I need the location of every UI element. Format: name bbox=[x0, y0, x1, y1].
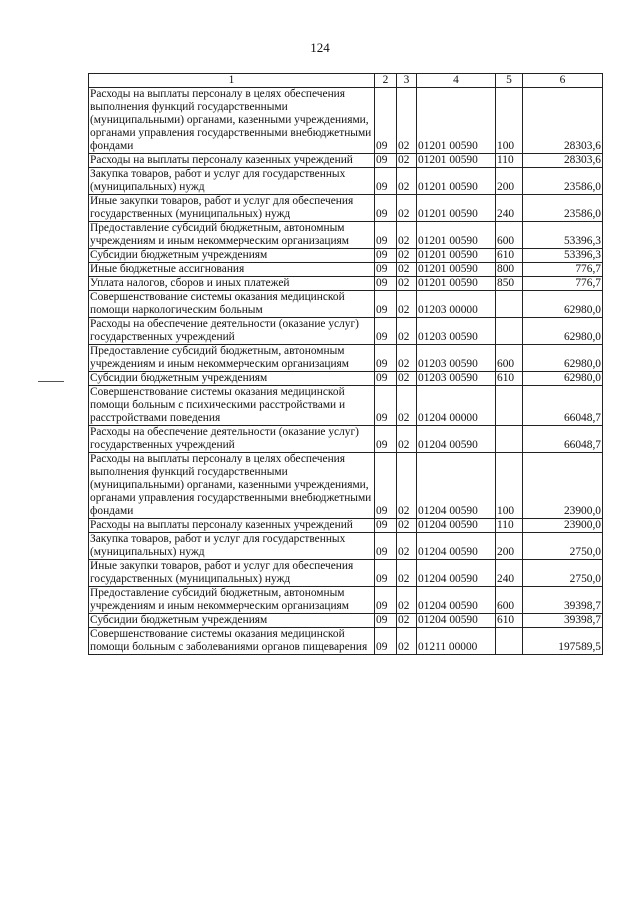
section-code: 09 bbox=[375, 154, 397, 168]
expense-type-code bbox=[496, 318, 523, 345]
target-article-code: 01201 00590 bbox=[417, 168, 496, 195]
table-row bbox=[89, 263, 603, 277]
expense-type-code: 100 bbox=[496, 453, 523, 519]
section-code: 09 bbox=[375, 88, 397, 154]
header-cell-1: 1 bbox=[89, 74, 375, 88]
budget-table bbox=[88, 73, 603, 655]
table-row bbox=[89, 291, 603, 318]
amount: 776,7 bbox=[523, 263, 603, 277]
header-cell-6: 6 bbox=[523, 74, 603, 88]
expense-type-code: 110 bbox=[496, 519, 523, 533]
target-article-code: 01204 00590 bbox=[417, 560, 496, 587]
table-row bbox=[89, 560, 603, 587]
subsection-code: 02 bbox=[397, 533, 417, 560]
section-code: 09 bbox=[375, 628, 397, 655]
item-name: Расходы на выплаты персоналу в целях обеспечения выполнения функций государственными (муниципальными) органами, казенными учреждениями, органами управления государственными внебюджетными фондами bbox=[89, 453, 375, 519]
item-name: Совершенствование системы оказания медицинской помощи больным с заболеваниями органов пищеварения bbox=[89, 628, 375, 655]
section-code: 09 bbox=[375, 195, 397, 222]
amount: 62980,0 bbox=[523, 318, 603, 345]
expense-type-code: 240 bbox=[496, 195, 523, 222]
table-row bbox=[89, 533, 603, 560]
amount: 53396,3 bbox=[523, 222, 603, 249]
item-name: Субсидии бюджетным учреждениям bbox=[89, 614, 375, 628]
target-article-code: 01211 00000 bbox=[417, 628, 496, 655]
expense-type-code bbox=[496, 291, 523, 318]
target-article-code: 01203 00590 bbox=[417, 318, 496, 345]
table-row bbox=[89, 386, 603, 426]
expense-type-code: 850 bbox=[496, 277, 523, 291]
amount: 53396,3 bbox=[523, 249, 603, 263]
amount: 23586,0 bbox=[523, 195, 603, 222]
target-article-code: 01203 00000 bbox=[417, 291, 496, 318]
subsection-code: 02 bbox=[397, 249, 417, 263]
table-row bbox=[89, 168, 603, 195]
target-article-code: 01201 00590 bbox=[417, 154, 496, 168]
expense-type-code: 610 bbox=[496, 372, 523, 386]
margin-mark bbox=[38, 381, 64, 382]
table-row bbox=[89, 628, 603, 655]
expense-type-code: 240 bbox=[496, 560, 523, 587]
subsection-code: 02 bbox=[397, 587, 417, 614]
expense-type-code: 600 bbox=[496, 587, 523, 614]
section-code: 09 bbox=[375, 168, 397, 195]
target-article-code: 01204 00590 bbox=[417, 453, 496, 519]
section-code: 09 bbox=[375, 222, 397, 249]
section-code: 09 bbox=[375, 291, 397, 318]
subsection-code: 02 bbox=[397, 195, 417, 222]
expense-type-code: 200 bbox=[496, 533, 523, 560]
amount: 62980,0 bbox=[523, 291, 603, 318]
item-name: Предоставление субсидий бюджетным, автономным учреждениям и иным некоммерческим организациям bbox=[89, 587, 375, 614]
section-code: 09 bbox=[375, 614, 397, 628]
header-cell-4: 4 bbox=[417, 74, 496, 88]
page-number: 124 bbox=[310, 40, 330, 55]
section-code: 09 bbox=[375, 533, 397, 560]
amount: 62980,0 bbox=[523, 372, 603, 386]
section-code: 09 bbox=[375, 453, 397, 519]
section-code: 09 bbox=[375, 277, 397, 291]
amount: 39398,7 bbox=[523, 614, 603, 628]
subsection-code: 02 bbox=[397, 628, 417, 655]
item-name: Предоставление субсидий бюджетным, автономным учреждениям и иным некоммерческим организациям bbox=[89, 222, 375, 249]
item-name: Предоставление субсидий бюджетным, автономным учреждениям и иным некоммерческим организациям bbox=[89, 345, 375, 372]
amount: 2750,0 bbox=[523, 560, 603, 587]
subsection-code: 02 bbox=[397, 560, 417, 587]
subsection-code: 02 bbox=[397, 318, 417, 345]
target-article-code: 01203 00590 bbox=[417, 372, 496, 386]
table-row bbox=[89, 88, 603, 154]
table-row bbox=[89, 277, 603, 291]
target-article-code: 01204 00590 bbox=[417, 587, 496, 614]
subsection-code: 02 bbox=[397, 263, 417, 277]
item-name: Субсидии бюджетным учреждениям bbox=[89, 249, 375, 263]
item-name: Уплата налогов, сборов и иных платежей bbox=[89, 277, 375, 291]
table-row bbox=[89, 222, 603, 249]
subsection-code: 02 bbox=[397, 386, 417, 426]
target-article-code: 01204 00590 bbox=[417, 614, 496, 628]
target-article-code: 01201 00590 bbox=[417, 88, 496, 154]
expense-type-code: 600 bbox=[496, 222, 523, 249]
expense-type-code bbox=[496, 628, 523, 655]
subsection-code: 02 bbox=[397, 168, 417, 195]
target-article-code: 01204 00590 bbox=[417, 426, 496, 453]
amount: 66048,7 bbox=[523, 386, 603, 426]
subsection-code: 02 bbox=[397, 453, 417, 519]
subsection-code: 02 bbox=[397, 614, 417, 628]
expense-type-code: 200 bbox=[496, 168, 523, 195]
expense-type-code: 610 bbox=[496, 249, 523, 263]
target-article-code: 01201 00590 bbox=[417, 263, 496, 277]
table-row bbox=[89, 372, 603, 386]
amount: 197589,5 bbox=[523, 628, 603, 655]
header-cell-2: 2 bbox=[375, 74, 397, 88]
expense-type-code: 100 bbox=[496, 88, 523, 154]
section-code: 09 bbox=[375, 263, 397, 277]
expense-type-code bbox=[496, 426, 523, 453]
item-name: Иные бюджетные ассигнования bbox=[89, 263, 375, 277]
item-name: Расходы на обеспечение деятельности (оказание услуг) государственных учреждений bbox=[89, 318, 375, 345]
item-name: Иные закупки товаров, работ и услуг для обеспечения государственных (муниципальных) нужд bbox=[89, 560, 375, 587]
target-article-code: 01204 00590 bbox=[417, 533, 496, 560]
table-row bbox=[89, 318, 603, 345]
item-name: Расходы на выплаты персоналу казенных учреждений bbox=[89, 519, 375, 533]
section-code: 09 bbox=[375, 345, 397, 372]
target-article-code: 01201 00590 bbox=[417, 222, 496, 249]
subsection-code: 02 bbox=[397, 291, 417, 318]
section-code: 09 bbox=[375, 426, 397, 453]
subsection-code: 02 bbox=[397, 277, 417, 291]
amount: 776,7 bbox=[523, 277, 603, 291]
subsection-code: 02 bbox=[397, 154, 417, 168]
subsection-code: 02 bbox=[397, 222, 417, 249]
expense-type-code: 800 bbox=[496, 263, 523, 277]
amount: 28303,6 bbox=[523, 154, 603, 168]
target-article-code: 01201 00590 bbox=[417, 195, 496, 222]
item-name: Иные закупки товаров, работ и услуг для обеспечения государственных (муниципальных) нужд bbox=[89, 195, 375, 222]
table-row bbox=[89, 249, 603, 263]
section-code: 09 bbox=[375, 318, 397, 345]
amount: 28303,6 bbox=[523, 88, 603, 154]
table-row bbox=[89, 345, 603, 372]
header-cell-3: 3 bbox=[397, 74, 417, 88]
table-row bbox=[89, 453, 603, 519]
target-article-code: 01204 00000 bbox=[417, 386, 496, 426]
table-row bbox=[89, 154, 603, 168]
section-code: 09 bbox=[375, 560, 397, 587]
amount: 62980,0 bbox=[523, 345, 603, 372]
item-name: Расходы на обеспечение деятельности (оказание услуг) государственных учреждений bbox=[89, 426, 375, 453]
header-row bbox=[89, 74, 603, 88]
expense-type-code: 600 bbox=[496, 345, 523, 372]
item-name: Расходы на выплаты персоналу в целях обеспечения выполнения функций государственными (муниципальными) органами, казенными учреждениями, органами управления государственными внебюджетными фондами bbox=[89, 88, 375, 154]
item-name: Закупка товаров, работ и услуг для государственных (муниципальных) нужд bbox=[89, 168, 375, 195]
section-code: 09 bbox=[375, 587, 397, 614]
table-row bbox=[89, 519, 603, 533]
table-row bbox=[89, 587, 603, 614]
item-name: Совершенствование системы оказания медицинской помощи наркологическим больным bbox=[89, 291, 375, 318]
target-article-code: 01203 00590 bbox=[417, 345, 496, 372]
subsection-code: 02 bbox=[397, 345, 417, 372]
amount: 23900,0 bbox=[523, 519, 603, 533]
header-cell-5: 5 bbox=[496, 74, 523, 88]
subsection-code: 02 bbox=[397, 426, 417, 453]
item-name: Расходы на выплаты персоналу казенных учреждений bbox=[89, 154, 375, 168]
subsection-code: 02 bbox=[397, 372, 417, 386]
subsection-code: 02 bbox=[397, 519, 417, 533]
target-article-code: 01204 00590 bbox=[417, 519, 496, 533]
section-code: 09 bbox=[375, 519, 397, 533]
table-row bbox=[89, 614, 603, 628]
amount: 39398,7 bbox=[523, 587, 603, 614]
amount: 23586,0 bbox=[523, 168, 603, 195]
section-code: 09 bbox=[375, 249, 397, 263]
target-article-code: 01201 00590 bbox=[417, 249, 496, 263]
item-name: Субсидии бюджетным учреждениям bbox=[89, 372, 375, 386]
expense-type-code: 110 bbox=[496, 154, 523, 168]
expense-type-code: 610 bbox=[496, 614, 523, 628]
table-row bbox=[89, 195, 603, 222]
amount: 66048,7 bbox=[523, 426, 603, 453]
expense-type-code bbox=[496, 386, 523, 426]
subsection-code: 02 bbox=[397, 88, 417, 154]
section-code: 09 bbox=[375, 386, 397, 426]
amount: 2750,0 bbox=[523, 533, 603, 560]
item-name: Совершенствование системы оказания медицинской помощи больным с психическими расстройствами и расстройствами поведения bbox=[89, 386, 375, 426]
table-row bbox=[89, 426, 603, 453]
item-name: Закупка товаров, работ и услуг для государственных (муниципальных) нужд bbox=[89, 533, 375, 560]
amount: 23900,0 bbox=[523, 453, 603, 519]
section-code: 09 bbox=[375, 372, 397, 386]
target-article-code: 01201 00590 bbox=[417, 277, 496, 291]
